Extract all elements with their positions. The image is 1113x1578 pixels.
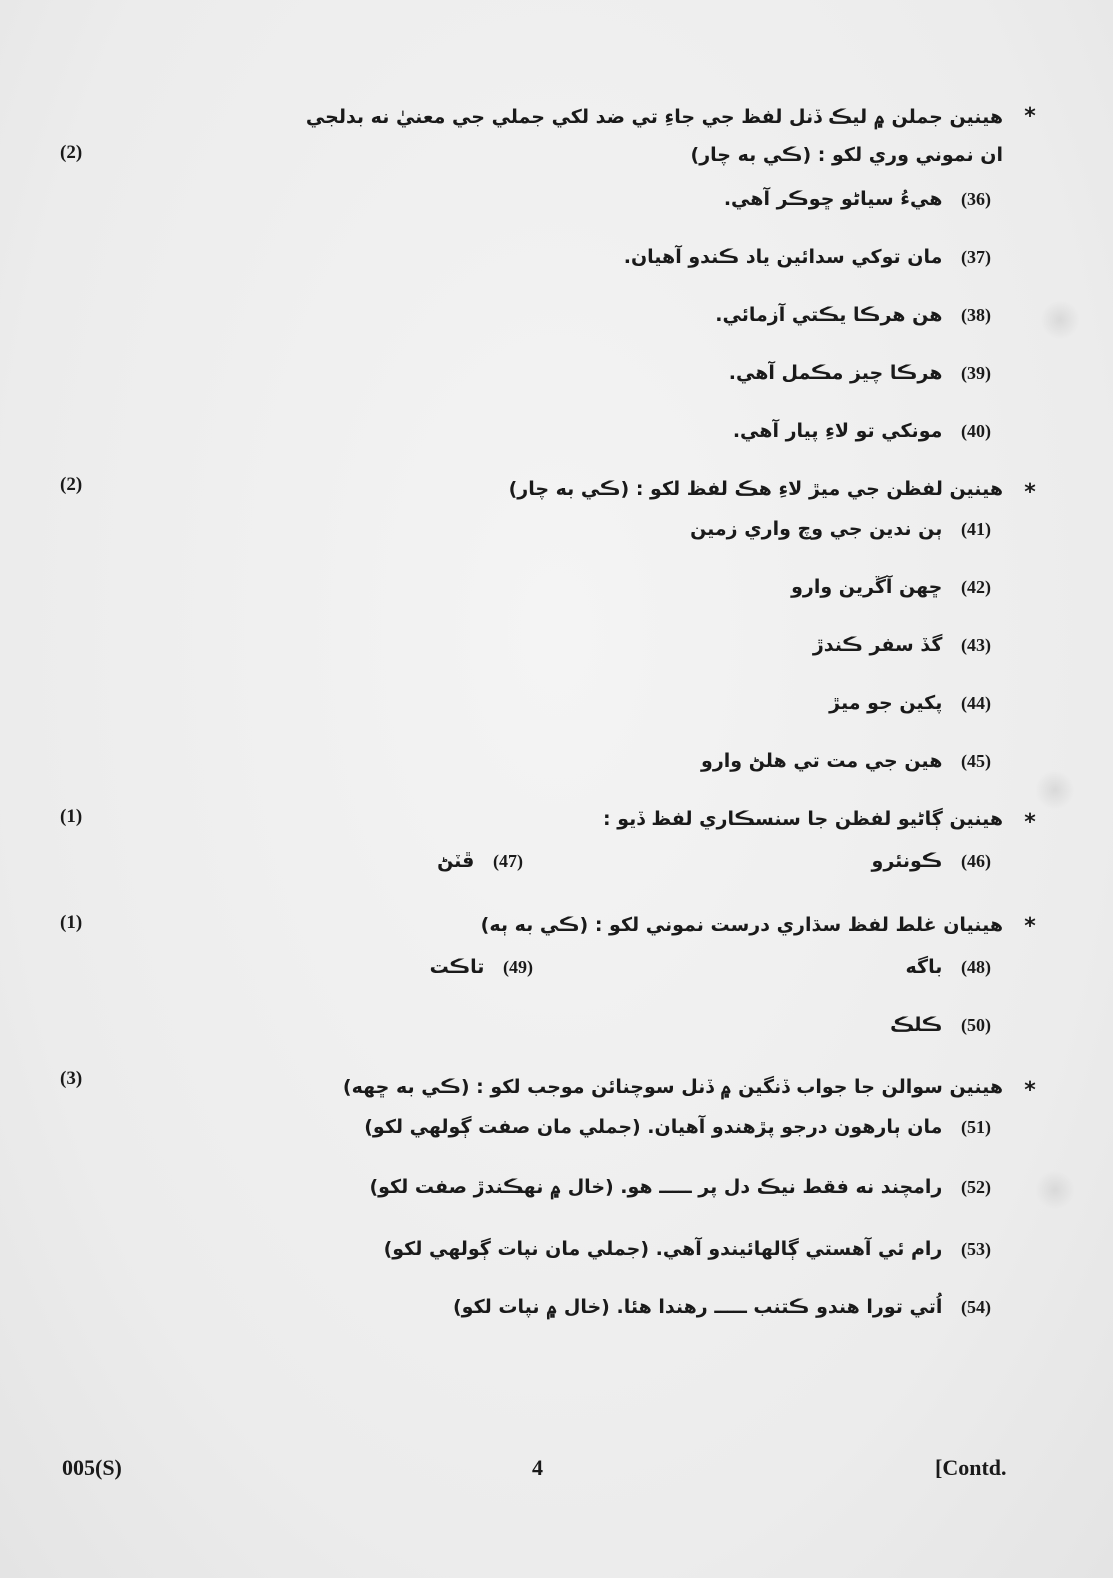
question-text: ڪلڪ [890,1014,943,1036]
question-41 [690,518,991,540]
continued-label: [Contd. [935,1455,1007,1480]
question-number: (39) [961,363,991,383]
question-number: (37) [961,247,991,267]
question-text: مان توکي سدائين ياد ڪندو آهيان. [623,246,943,268]
question-number: (47) [493,851,523,871]
question-47 [437,850,523,872]
question-number: (43) [961,635,991,655]
question-text: ڪونئرو [871,850,943,872]
question-number: (46) [961,851,991,871]
question-38 [715,304,991,326]
question-number: (48) [961,957,991,977]
question-53 [384,1238,991,1260]
question-52 [369,1176,991,1198]
question-number: (36) [961,189,991,209]
question-text: ڇهن آڱرين وارو [791,576,943,598]
question-number: (54) [961,1297,991,1317]
question-49 [430,956,533,978]
question-44 [829,692,991,714]
question-40 [733,420,991,442]
instruction-antonyms [143,98,1003,174]
question-number: (44) [961,693,991,713]
question-number: (49) [503,957,533,977]
question-54 [453,1296,991,1318]
question-number: (52) [961,1177,991,1197]
question-number: (50) [961,1015,991,1035]
question-43 [813,634,991,656]
question-text: رامچند نه فقط نيڪ دل پر ـــــ هو. (خال ۾ نهڪندڙ صفت لکو) [369,1176,943,1198]
question-45 [701,750,991,772]
question-text: هين جي مت تي هلڻ وارو [701,750,943,772]
instruction-sanskrit: هينين ڳاڻيو لفظن جا سنسڪاري لفظ ڏيو : [603,808,1003,830]
question-text: پکين جو ميڙ [829,692,943,714]
question-text: ٻن ندين جي وچ واري زمين [690,518,943,540]
question-text: هرڪا چيز مڪمل آهي. [728,362,943,384]
question-text: هيءُ سياڻو ڇوڪر آهي. [723,188,943,210]
question-number: (38) [961,305,991,325]
question-number: (53) [961,1239,991,1259]
question-48 [906,956,991,978]
question-text: باگه [905,956,943,978]
question-text: تاڪت [429,956,485,978]
marks-one-word: (2) [60,474,83,495]
scan-smudge [1035,770,1075,810]
marks-antonyms: (2) [60,142,83,163]
question-50 [890,1014,991,1036]
instruction-one-word: هينين لفظن جي ميڙ لاءِ هڪ لفظ لکو : (ڪي به چار) [508,478,1003,500]
question-number: (41) [961,519,991,539]
scan-smudge [1035,1170,1075,1210]
question-star: * [1024,480,1036,505]
question-star: * [1024,104,1036,129]
question-text: مان ٻارهون درجو پڙهندو آهيان. (جملي مان صفت ڳولهي لکو) [364,1116,943,1138]
question-51 [364,1116,991,1138]
paper-code: 005(S) [62,1455,122,1480]
scan-smudge [1040,300,1080,340]
question-42 [791,576,991,598]
question-36 [724,188,991,210]
question-star: * [1024,1078,1036,1103]
instruction-spelling: هينيان غلط لفظ سڌاري درست نموني لکو : (ڪي به ٻه) [480,914,1003,936]
question-37 [624,246,991,268]
instruction-line-2: ان نموني وري لکو : (ڪي به چار) [690,144,1003,166]
marks-sanskrit: (1) [60,806,83,827]
question-star: * [1024,810,1036,835]
question-text: هن هرڪا يڪتي آزمائي. [715,304,943,326]
marks-grammar: (3) [60,1068,83,1089]
question-text: رام ئي آهستي ڳالهائيندو آهي. (جملي مان نپات ڳولهي لکو) [383,1238,943,1260]
question-46 [872,850,991,872]
question-star: * [1024,914,1036,939]
question-text: اُتي تورا هندو ڪتنب ـــــ رهندا هئا. (خال ۾ نپات لکو) [452,1296,943,1318]
instruction-line-1: هينين جملن ۾ ليڪ ڏنل لفظ جي جاءِ تي ضد لکي جملي جي معنيٰ نه بدلجي [305,106,1003,128]
page-number: 4 [532,1455,543,1480]
instruction-grammar: هينين سوالن جا جواب ڏنگين ۾ ڏنل سوچنائن موجب لکو : (ڪي به ڇهه) [342,1076,1003,1098]
question-text: گڏ سفر ڪندڙ [812,634,943,656]
question-number: (42) [961,577,991,597]
marks-spelling: (1) [60,912,83,933]
question-number: (45) [961,751,991,771]
question-text: مونکي تو لاءِ پيار آهي. [732,420,943,442]
question-number: (40) [961,421,991,441]
question-text: ڦٽڻ [437,850,475,872]
question-39 [729,362,991,384]
question-number: (51) [961,1117,991,1137]
